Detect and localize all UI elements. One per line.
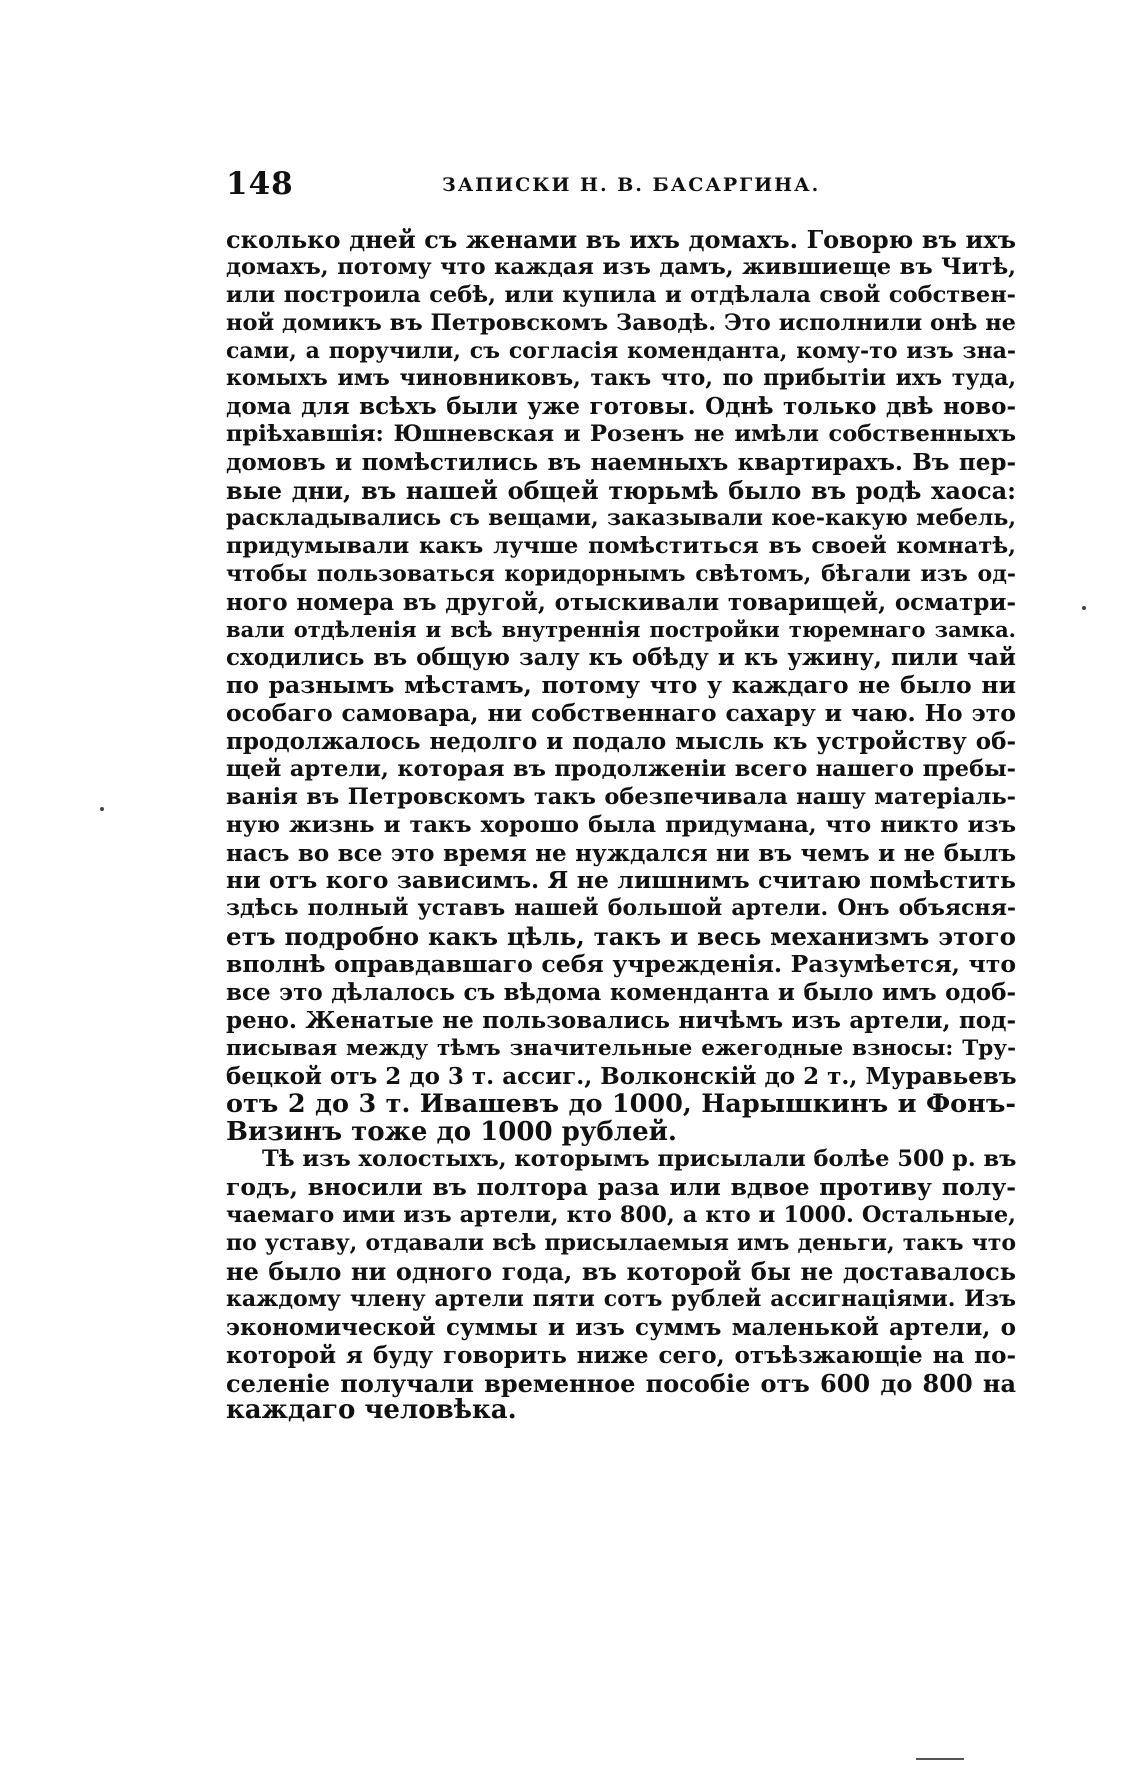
scan-speck [100,807,104,811]
text-line: все это дѣлалось съ вѣдома коменданта и было имъ одоб- [226,979,1016,1007]
text-line: домахъ, потому что каждая изъ дамъ, жившиеще въ Читѣ, [226,253,1016,280]
text-line: ного номера въ другой, отыскивали товарищей, осматри- [226,588,1016,616]
text-line: ную жизнь и такъ хорошо была придумана, что никто изъ [226,811,1016,838]
text-line: дома для всѣхъ были уже готовы. Однѣ только двѣ ново- [226,393,1016,421]
text-line: чтобы пользоваться коридорнымъ свѣтомъ, бѣгали изъ од- [226,560,1016,587]
text-line: пріѣхавшія: Юшневская и Розенъ не имѣли собственныхъ [226,421,1016,448]
text-line: каждому члену артели пяти сотъ рублей ассигнаціями. Изъ [226,1285,1016,1312]
text-line: раскладывались съ вещами, заказывали кое-какую мебель, [226,504,1016,531]
text-line: по разнымъ мѣстамъ, потому что у каждаго не было ни [226,671,1016,700]
page-header [226,166,1012,206]
text-line: не было ни одного года, въ которой бы не доставалось [226,1256,1016,1286]
page-number: 148 [226,166,294,202]
text-line: писывая между тѣмъ значительные ежегодные взносы: Тру- [226,1035,1016,1061]
text-line: здѣсь полный уставъ нашей большой артели. Онъ объясня- [226,895,1016,922]
text-line: селеніе получали временное пособіе отъ 600 до 800 на [226,1368,1016,1398]
text-line: отъ 2 до 3 т. Ивашевъ до 1000, Нарышкинъ и Фонъ- [226,1088,1016,1119]
text-line: чаемаго ими изъ артели, кто 800, а кто и 1000. Остальные, [226,1202,1016,1229]
text-line: ной домикъ въ Петровскомъ Заводѣ. Это исполнили онѣ не [226,309,1016,336]
text-line: домовъ и помѣстились въ наемныхъ квартирахъ. Въ пер- [226,449,1016,477]
text-line: щей артели, которая въ продолженіи всего нашего пребы- [226,755,1016,782]
text-line: етъ подробно какъ цѣль, такъ и весь механизмъ этого [226,922,1016,952]
text-line: годъ, вносили въ полтора раза или вдвое противу полу- [226,1173,1016,1202]
scan-speck [1082,606,1086,610]
text-line: или построила себѣ, или купила и отдѣлала свой собствен- [226,281,1016,308]
scan-mark [916,1758,964,1760]
text-line: вполнѣ оправдавшаго себя учрежденія. Разумѣется, что [226,950,1016,979]
text-line: каждаго человѣка. [226,1395,517,1426]
body-text [226,226,1016,1425]
text-line: сколько дней съ женами въ ихъ домахъ. Говорю въ ихъ [226,225,1016,254]
text-line: бецкой отъ 2 до 3 т. ассиг., Волконскій до 2 т., Муравьевъ [226,1062,1017,1090]
text-line: Визинъ тоже до 1000 рублей. [226,1116,677,1147]
text-line: которой я буду говорить ниже сего, отъѣзжающіе на по- [226,1341,1016,1369]
text-line: по уставу, отдавали всѣ присылаемыя имъ деньги, такъ что [226,1230,1016,1257]
text-line: ни отъ кого зависимъ. Я не лишнимъ считаю помѣстить [226,866,1016,895]
text-line: сходились въ общую залу къ обѣду и къ ужину, пили чай [226,644,1016,672]
text-line: комыхъ имъ чиновниковъ, такъ что, по прибытіи ихъ туда, [226,365,1016,392]
text-line: сами, а поручили, съ согласія коменданта, кому-то изъ зна- [226,337,1016,364]
text-line: экономической суммы и изъ суммъ маленькой артели, о [226,1313,1016,1341]
text-line: вые дни, въ нашей общей тюрьмѣ было въ родѣ хаоса: [226,476,1016,506]
running-title: ЗАПИСКИ Н. В. БАСАРГИНА. [442,174,821,196]
text-line: особаго самовара, ни собственнаго сахару и чаю. Но это [226,699,1016,728]
text-line: продолжалось недолго и подало мысль къ устройству об- [226,728,1016,756]
text-line: вали отдѣленія и всѣ внутреннія постройки тюремнаго замка. [226,617,1016,643]
text-line: придумывали какъ лучше помѣститься въ своей комнатѣ, [226,532,1016,559]
text-line: рено. Женатые не пользовались ничѣмъ изъ артели, под- [226,1006,1016,1034]
text-line: Тѣ изъ холостыхъ, которымъ присылали болѣе 500 р. въ [262,1146,1017,1173]
text-line: насъ во все это время не нуждался ни въ чемъ и не былъ [226,839,1016,867]
text-line: ванія въ Петровскомъ такъ обезпечивала нашу матеріаль- [226,783,1016,810]
